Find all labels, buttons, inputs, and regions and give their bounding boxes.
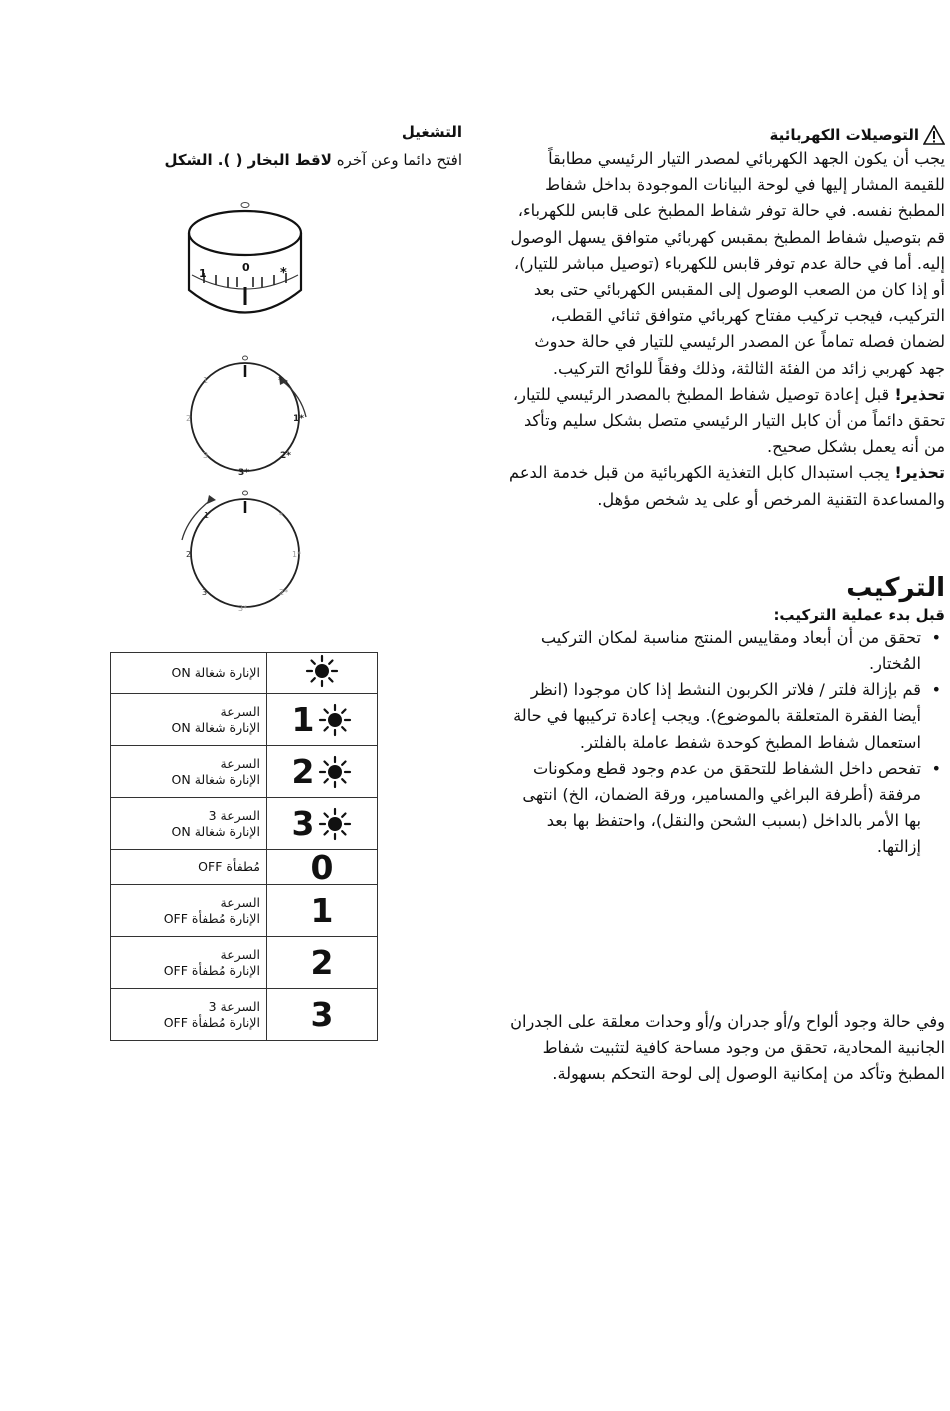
mode-description	[111, 885, 267, 937]
mode-symbol	[267, 694, 378, 746]
installation-subtitle: قبل بدء عملية التركيب:	[773, 605, 945, 624]
mode-description	[111, 850, 267, 885]
mode-description	[111, 798, 267, 850]
installation-bullets	[505, 625, 945, 861]
warning-2-text: يجب استبدال كابل التغذية الكهربائية من قبل خدمة الدعم والمساعدة التقنية المرخص أو على يد شخص مؤهل.	[509, 463, 945, 509]
table-row	[111, 885, 378, 937]
right-column	[505, 124, 945, 861]
svg-text:1*: 1*	[292, 550, 302, 559]
light-sun-icon	[318, 807, 352, 841]
operation-line-bold: لاقط البخار ( ). الشكل	[164, 151, 332, 169]
svg-text:2*: 2*	[279, 588, 289, 597]
control-modes-table	[110, 652, 378, 1041]
table-row	[111, 746, 378, 798]
mode-description	[111, 989, 267, 1041]
dial-rotation-left-icon	[182, 491, 301, 613]
control-dial-diagram	[176, 195, 311, 620]
svg-text:3: 3	[202, 588, 208, 597]
svg-text:1: 1	[203, 376, 209, 385]
table-row	[111, 694, 378, 746]
speed-digit: 3	[291, 804, 315, 843]
dial-knob-icon	[189, 203, 301, 313]
operation-line	[140, 149, 462, 171]
speed-digit: 0	[310, 847, 334, 887]
warning-1-label: تحذير!	[894, 384, 945, 404]
speed-digit: 1	[291, 700, 315, 739]
svg-text:2: 2	[186, 414, 192, 423]
svg-text:*: *	[279, 511, 283, 520]
list-item: • تفحص داخل الشفاط للتحقق من عدم وجود قطع ومكونات مرفقة (أطرفة البراغي والمسامير، ورقة الضمان، الخ) انتهى بها الأمر بالداخل (بسبب الشحن والنقل)، واحتفظ بها بعد إزالتها.	[505, 756, 945, 861]
installation-title: التركيب	[846, 572, 945, 603]
mode-line-2: الإنارة مُطفأة OFF	[163, 962, 260, 978]
list-item: • تحقق من أن أبعاد ومقاييس المنتج مناسبة لمكان التركيب المُختار.	[505, 625, 945, 677]
mode-line-1: السرعة	[220, 894, 260, 910]
mode-description	[111, 746, 267, 798]
svg-text:3: 3	[203, 451, 209, 460]
warning-triangle-icon	[923, 125, 945, 145]
warning-2-label: تحذير!	[894, 463, 945, 483]
svg-text:2*: 2*	[280, 451, 291, 461]
svg-text:1*: 1*	[293, 414, 304, 424]
mode-description	[111, 653, 267, 694]
mode-line-2: الإنارة شغالة ON	[171, 823, 260, 839]
dial-mark-light: *	[280, 266, 287, 281]
control-dial-figure	[176, 195, 311, 620]
table-row	[111, 937, 378, 989]
mode-line-1: السرعة	[220, 946, 260, 962]
speed-digit: 1	[310, 891, 334, 930]
mode-line-1: السرعة	[220, 755, 260, 771]
mode-line-2: الإنارة مُطفأة OFF	[163, 910, 260, 926]
mode-description	[111, 694, 267, 746]
electrical-heading	[505, 124, 945, 146]
warning-1	[505, 382, 945, 461]
mode-symbol	[267, 847, 378, 887]
svg-text:3*: 3*	[238, 468, 249, 478]
list-item: • قم بإزالة فلتر / فلاتر الكربون النشط إذا كان موجودا (انظر أيضا الفقرة المتعلقة بالموضوع). ويجب إعادة تركيبها في حالة استعمال شفاط المطبخ كوحدة شفط عاملة بالفلتر.	[505, 677, 945, 756]
warning-1-text: قبل إعادة توصيل شفاط المطبخ بالمصدر الرئيسي للتيار، تحقق دائماً من أن كابل التيار الرئيسي متصل بشكل سليم وتأكد من أنه يعمل بشكل صحيح.	[512, 384, 945, 457]
electrical-title: التوصيلات الكهربائية	[769, 126, 919, 144]
warning-2	[505, 460, 945, 512]
mode-line-2: الإنارة شغالة ON	[171, 665, 260, 680]
electrical-body: يجب أن يكون الجهد الكهربائي لمصدر التيار الرئيسي مطابقاً للقيمة المشار إليها في لوحة البيانات الموجودة بداخل شفاط المطبخ نفسه. في حالة توفر شفاط المطبخ على قابس للكهرباء، قم بتوصيل شفاط المطبخ بمقبس كهربائي متوافق يسهل الوصول إليه. أما في حالة عدم توفر قابس للكهرباء (توصيل مباشر للتيار)، أو إذا كان من الصعب الوصول إلى المقبس الكهربائي حتى بعد التركيب، فيجب تركيب مفتاح كهربائي متوافق ثنائي القطب، لضمان فصله تماماً عن المصدر الرئيسي للتيار في حالة حدوث جهد كهربي زائد من الفئة الثالثة، وذلك وفقاً للوائح التركيب.	[510, 149, 945, 378]
dial-mark-0: 0	[242, 261, 250, 274]
mode-description	[111, 937, 267, 989]
mode-symbol	[267, 653, 378, 694]
mode-symbol	[267, 885, 378, 937]
light-sun-icon	[305, 654, 339, 688]
mode-line-2: الإنارة شغالة ON	[171, 719, 260, 735]
dial-rotation-right-icon	[186, 356, 306, 478]
speed-digit: 2	[291, 752, 315, 791]
mode-line-1: السرعة	[220, 703, 260, 719]
mode-symbol	[267, 746, 378, 798]
operation-line-start: افتح دائما وعن آخره	[331, 151, 462, 169]
svg-text:3*: 3*	[238, 604, 248, 613]
svg-text:*: *	[278, 376, 283, 386]
table-row	[111, 850, 378, 885]
table-row	[111, 653, 378, 694]
mode-symbol	[267, 937, 378, 989]
operation-title: التشغيل	[401, 123, 462, 141]
light-sun-icon	[318, 703, 352, 737]
speed-digit: 3	[310, 995, 334, 1034]
mode-line-2: الإنارة شغالة ON	[171, 771, 260, 787]
speed-digit: 2	[310, 943, 334, 982]
mode-symbol	[267, 798, 378, 850]
mode-line-1: السرعة 3	[208, 807, 260, 823]
mode-line-1: السرعة 3	[208, 998, 260, 1014]
installation-final-paragraph: وفي حالة وجود ألواح و/أو جدران و/أو وحدات معلقة على الجدران الجانبية المحادية، تحقق من وجود مساحة كافية لتثبيت شفاط المطبخ وتأكد من إمكانية الوصول إلى لوحة التحكم بسهولة.	[510, 1012, 945, 1084]
light-sun-icon	[318, 755, 352, 789]
dial-mark-1: 1	[199, 267, 207, 280]
svg-text:2: 2	[186, 550, 192, 559]
table-row	[111, 798, 378, 850]
mode-symbol	[267, 989, 378, 1041]
mode-line-2: الإنارة مُطفأة OFF	[163, 1014, 260, 1030]
svg-text:1: 1	[204, 511, 210, 520]
mode-line-2: مُطفأة OFF	[198, 859, 260, 874]
table-row	[111, 989, 378, 1041]
